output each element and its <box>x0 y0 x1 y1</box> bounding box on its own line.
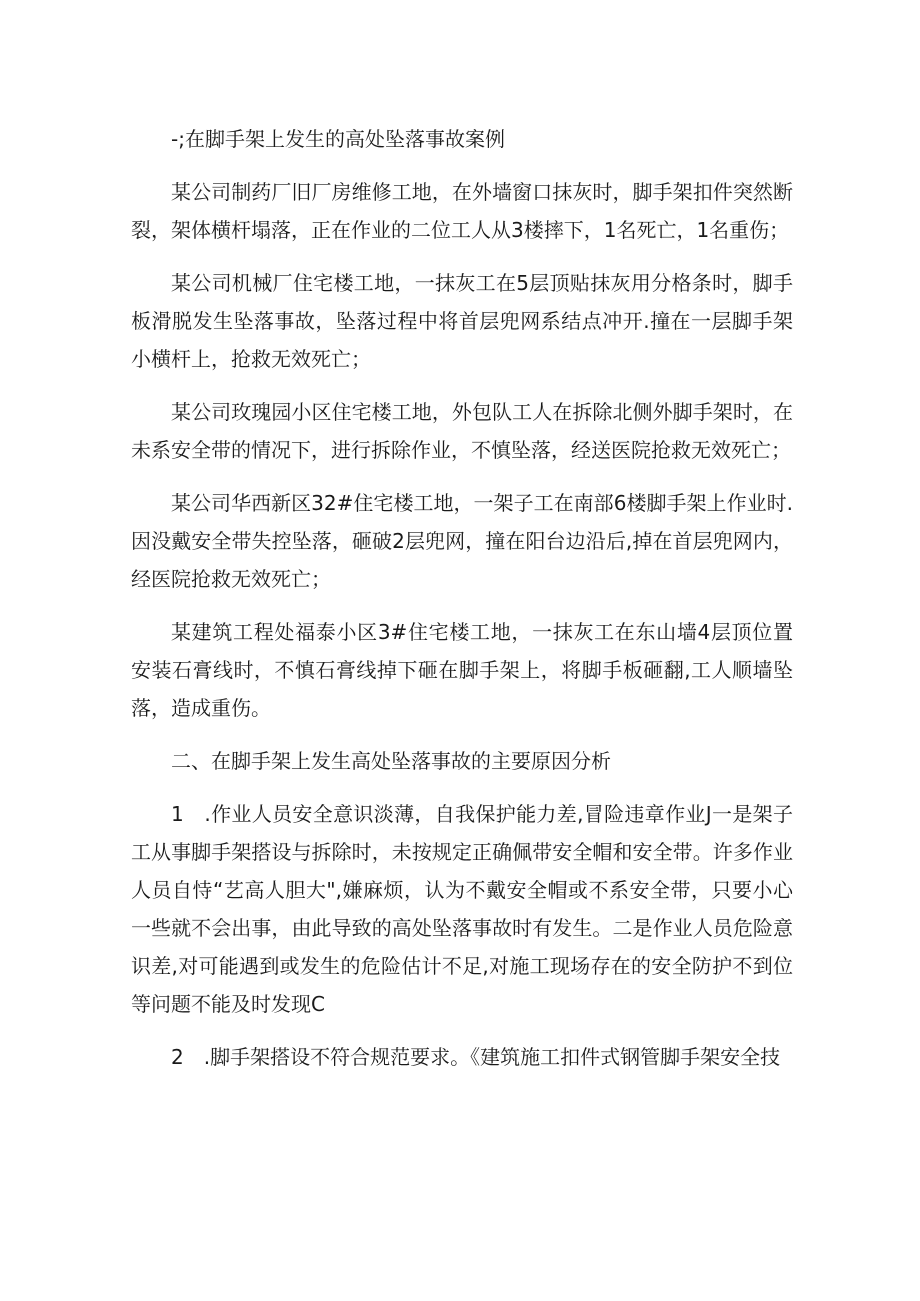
document-body <box>131 120 793 1091</box>
section-1-heading: -;在脚手架上发生的高处坠落事故案例 <box>171 127 505 151</box>
reason-paragraph-1: 1 .作业人员安全意识淡薄，自我保护能力差,冒险违章作业J一是架子工从事脚手架搭设与拆除时，未按规定正确佩带安全帽和安全带。许多作业人员自恃“艺高人胆大",嫌麻烦，认为不戴安全帽或不系安全带，只要小心一些就不会出事，由此导致的高处坠落事故时有发生。二是作业人员危险意识差,对可能遇到或发生的危险估计不足,对施工现场存在的安全防护不到位等问题不能及时发现C <box>131 802 793 1016</box>
reason-paragraph-2: 2 .脚手架搭设不符合规范要求。《建筑施工扣件式钢管脚手架安全技 <box>171 1045 781 1069</box>
case-paragraph-2: 某公司机械厂住宅楼工地，一抹灰工在5层顶贴抹灰用分格条时，脚手板滑脱发生坠落事故，坠落过程中将首层兜网系结点冲开.撞在一层脚手架小横杆上，抢救无效死亡； <box>131 271 793 371</box>
case-paragraph-5: 某建筑工程处福泰小区3#住宅楼工地，一抹灰工在东山墙4层顶位置安装石膏线时，不慎石膏线掉下砸在脚手架上，将脚手板砸翻,工人顺墙坠落，造成重伤。 <box>131 620 793 720</box>
case-paragraph-1: 某公司制药厂旧厂房维修工地，在外墙窗口抹灰时，脚手架扣件突然断裂，架体横杆塌落，正在作业的二位工人从3楼摔下，1名死亡，1名重伤； <box>131 180 793 242</box>
case-paragraph-3: 某公司玫瑰园小区住宅楼工地，外包队工人在拆除北侧外脚手架时，在未系安全带的情况下，进行拆除作业，不慎坠落，经送医院抢救无效死亡； <box>131 400 793 462</box>
section-2-heading: 二、在脚手架上发生高处坠落事故的主要原因分析 <box>171 749 611 773</box>
case-paragraph-4: 某公司华西新区32#住宅楼工地，一架子工在南部6楼脚手架上作业时.因没戴安全带失控坠落，砸破2层兜网，撞在阳台边沿后,掉在首层兜网内，经医院抢救无效死亡； <box>131 491 793 591</box>
